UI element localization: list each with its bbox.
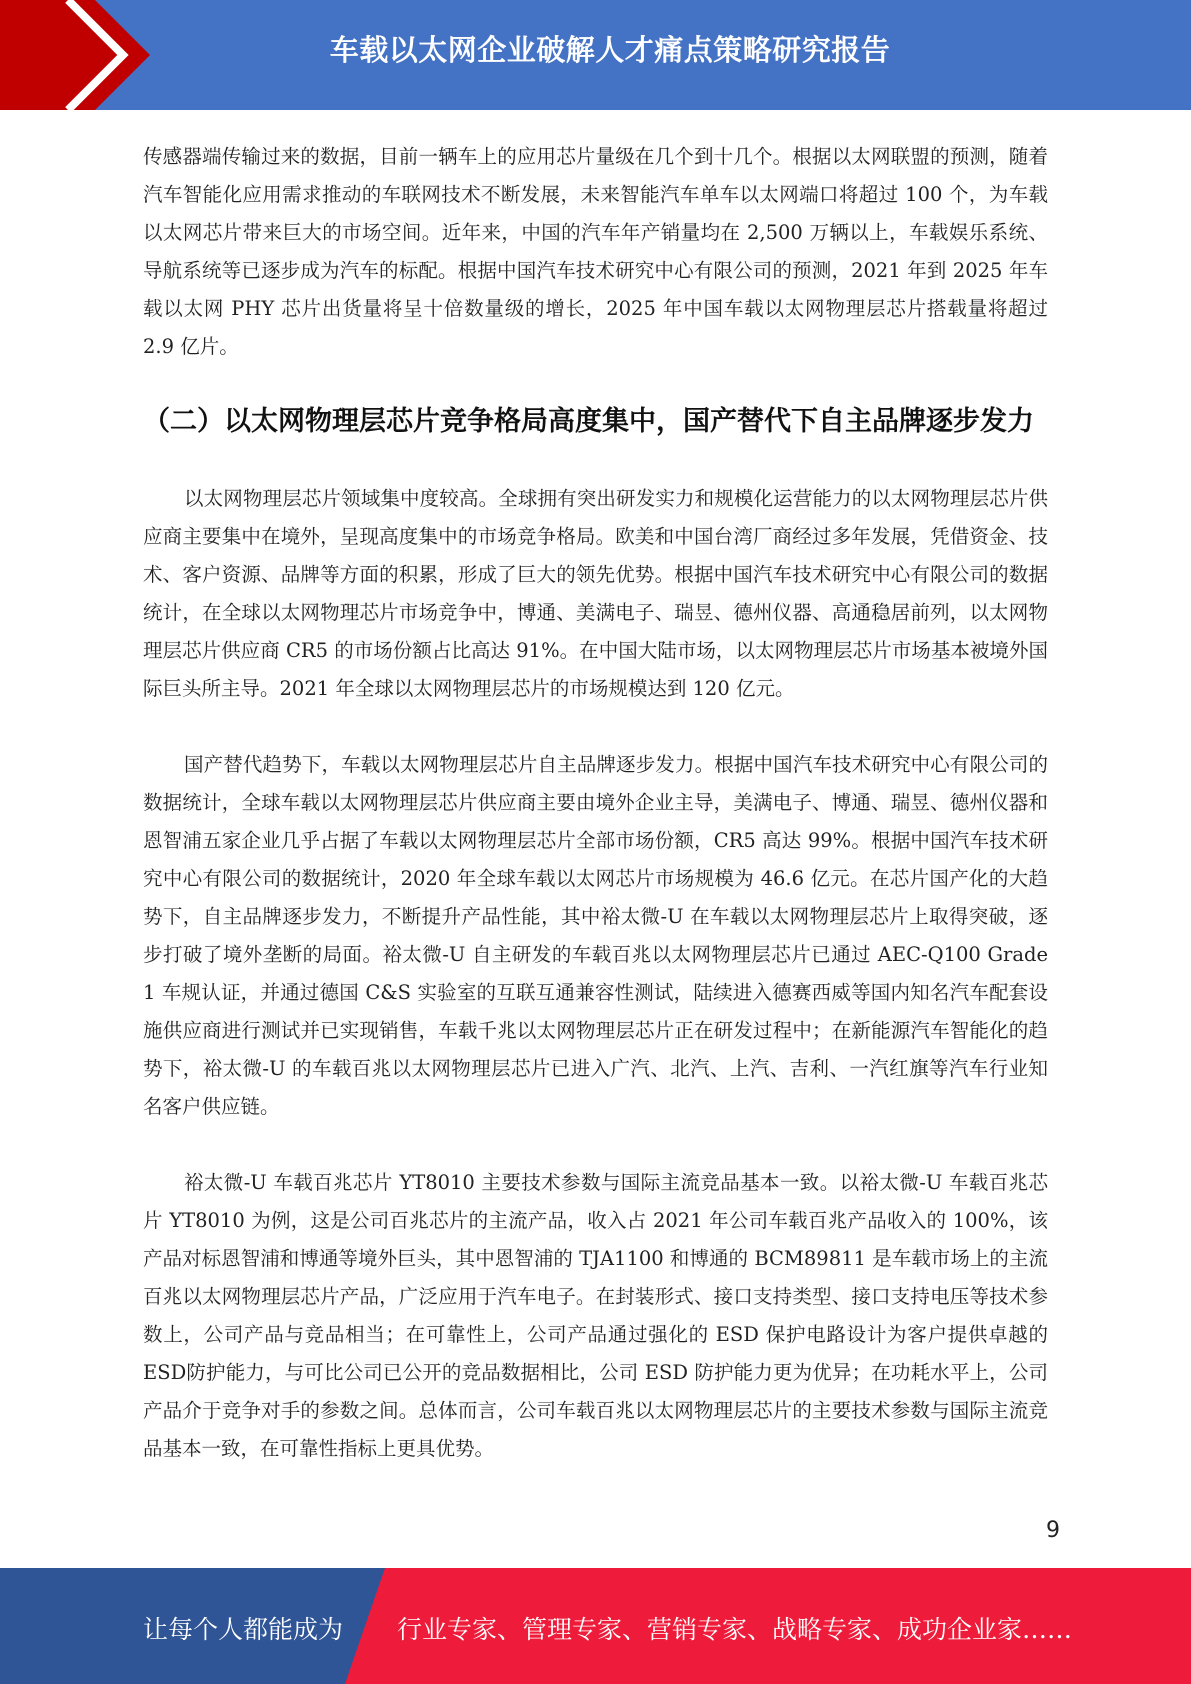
body-paragraph-1: 以太网物理层芯片领域集中度较高。全球拥有突出研发实力和规模化运营能力的以太网物理层芯片供应商主要集中在境外，呈现高度集中的市场竞争格局。欧美和中国台湾厂商经过多年发展，凭借资金、技术、客户资源、品牌等方面的积累，形成了巨大的领先优势。根据中国汽车技术研究中心有限公司的数据统计，在全球以太网物理芯片市场竞争中，博通、美满电子、瑞昱、德州仪器、高通稳居前列，以太网物理层芯片供应商 CR5 的市场份额占比高达 91%。在中国大陆市场，以太网物理层芯片市场基本被境外国际巨头所主导。2021 年全球以太网物理层芯片的市场规模达到 120 亿元。: [143, 487, 1048, 700]
intro-paragraph: 传感器端传输过来的数据，目前一辆车上的应用芯片量级在几个到十几个。根据以太网联盟的预测，随着汽车智能化应用需求推动的车联网技术不断发展，未来智能汽车单车以太网端口将超过 100 个，为车载以太网芯片带来巨大的市场空间。近年来，中国的汽车年产销量均在 2,500 万辆以上，车载娱乐系统、导航系统等已逐步成为汽车的标配。根据中国汽车技术研究中心有限公司的预测，2021 年到 2025 年车载以太网 PHY 芯片出货量将呈十倍数量级的增长，2025 年中国车载以太网物理层芯片搭载量将超过 2.9 亿片。: [143, 145, 1048, 358]
page-number: 9: [1046, 1518, 1060, 1543]
page-content: [143, 138, 1048, 1468]
red-chevron-icon: [0, 0, 150, 110]
footer-slogan-left: 让每个人都能成为: [143, 1615, 344, 1644]
body-paragraph-2: 国产替代趋势下，车载以太网物理层芯片自主品牌逐步发力。根据中国汽车技术研究中心有限公司的数据统计，全球车载以太网物理层芯片供应商主要由境外企业主导，美满电子、博通、瑞昱、德州仪器和恩智浦五家企业几乎占据了车载以太网物理层芯片全部市场份额，CR5 高达 99%。根据中国汽车技术研究中心有限公司的数据统计，2020 年全球车载以太网芯片市场规模为 46.6 亿元。在芯片国产化的大趋势下，自主品牌逐步发力，不断提升产品性能，其中裕太微-U 在车载以太网物理层芯片上取得突破，逐步打破了境外垄断的局面。裕太微-U 自主研发的车载百兆以太网物理层芯片已通过 AEC-Q100 Grade 1 车规认证，并通过德国 C&S 实验室的互联互通兼容性测试，陆续进入德赛西威等国内知名汽车配套设施供应商进行测试并已实现销售，车载千兆以太网物理层芯片正在研发过程中；在新能源汽车智能化的趋势下，裕太微-U 的车载百兆以太网物理层芯片已进入广汽、北汽、上汽、吉利、一汽红旗等汽车行业知名客户供应链。: [143, 753, 1048, 1118]
body-paragraph-3: 裕太微-U 车载百兆芯片 YT8010 主要技术参数与国际主流竞品基本一致。以裕太微-U 车载百兆芯片 YT8010 为例，这是公司百兆芯片的主流产品，收入占 2021 年公司车载百兆产品收入的 100%，该产品对标恩智浦和博通等境外巨头，其中恩智浦的 TJA1100 和博通的 BCM89811 是车载市场上的主流百兆以太网物理层芯片产品，广泛应用于汽车电子。在封装形式、接口支持类型、接口支持电压等技术参数上，公司产品与竞品相当；在可靠性上，公司产品通过强化的 ESD 保护电路设计为客户提供卓越的ESD防护能力，与可比公司已公开的竞品数据相比，公司 ESD 防护能力更为优异；在功耗水平上，公司产品介于竞争对手的参数之间。总体而言，公司车载百兆以太网物理层芯片的主要技术参数与国际主流竞品基本一致，在可靠性指标上更具优势。: [143, 1171, 1048, 1460]
page-header: [0, 0, 1191, 110]
report-title: 车载以太网企业破解人才痛点策略研究报告: [329, 33, 891, 67]
footer-slogan-right: 行业专家、管理专家、营销专家、战略专家、成功企业家……: [397, 1615, 1073, 1644]
page-footer: [0, 1568, 1191, 1684]
section-heading: （二）以太网物理层芯片竞争格局高度集中，国产替代下自主品牌逐步发力: [143, 406, 1034, 437]
